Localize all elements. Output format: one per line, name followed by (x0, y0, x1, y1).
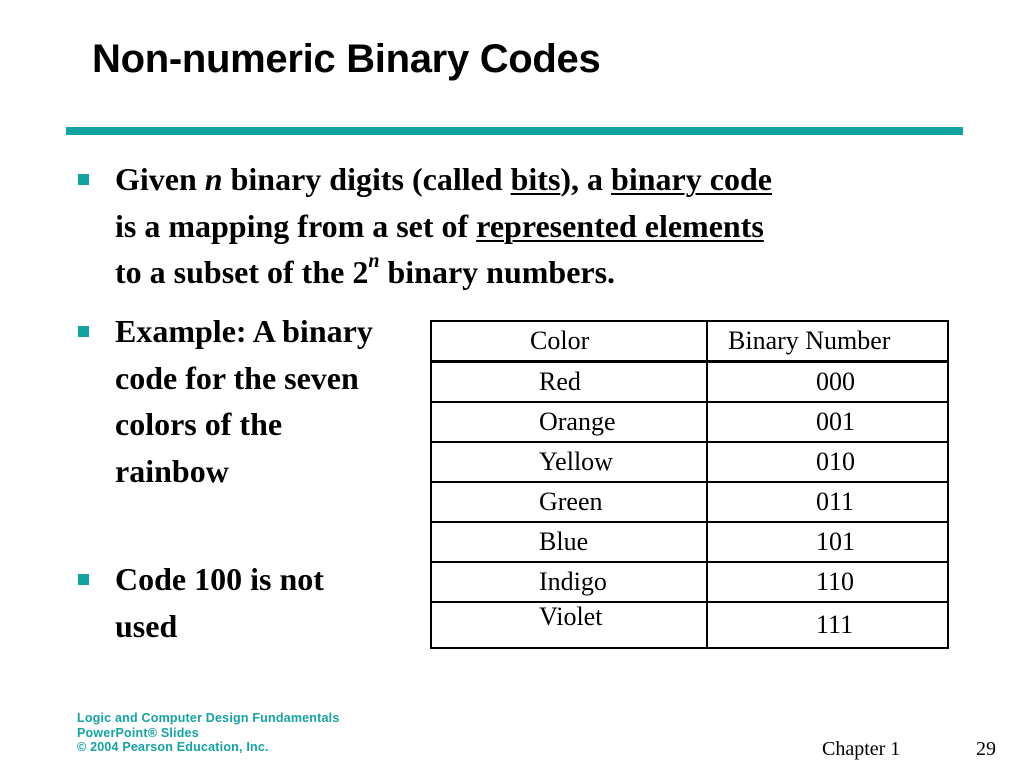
table-header-row (431, 321, 948, 362)
header-color: Color (431, 321, 707, 362)
variable-n: n (204, 161, 223, 197)
binary-value: 010 (707, 442, 948, 482)
table-row (431, 522, 948, 562)
square-bullet-icon (78, 174, 89, 185)
header-binary-number: Binary Number (707, 321, 948, 362)
bullet-unused-text: Code 100 is not used (115, 561, 324, 644)
color-code-table (430, 320, 949, 649)
color-name: Violet (431, 602, 707, 648)
slide-title: Non-numeric Binary Codes (92, 37, 601, 81)
term-represented-elements: represented elements (476, 207, 764, 244)
bullet-text-a: ), a (560, 161, 612, 197)
logo-line-copyright: © 2004 Pearson Education, Inc. (77, 740, 269, 754)
bullet-text-given: Given (115, 161, 205, 197)
square-bullet-icon (78, 574, 89, 585)
binary-value: 110 (707, 562, 948, 602)
table-row (431, 362, 948, 403)
logo-line-slides: PowerPoint® Slides (77, 725, 199, 740)
table-row (431, 602, 948, 648)
exponent-n: n (368, 250, 380, 273)
table-row (431, 402, 948, 442)
table-row (431, 442, 948, 482)
term-bits: bits (510, 161, 561, 197)
binary-value: 011 (707, 482, 948, 522)
table-row (431, 482, 948, 522)
color-name: Yellow (431, 442, 707, 482)
square-bullet-icon (78, 326, 89, 337)
bullet-unused-code (115, 556, 375, 649)
binary-value: 101 (707, 522, 948, 562)
color-name: Orange (431, 402, 707, 442)
bullet-example (115, 308, 375, 494)
title-divider (66, 127, 963, 135)
bullet-text-digits: binary digits (called (222, 161, 511, 197)
color-name: Red (431, 362, 707, 403)
bullet-definition (115, 156, 945, 296)
color-name: Blue (431, 522, 707, 562)
term-binary-code: binary code (611, 161, 772, 197)
color-name: Indigo (431, 562, 707, 602)
table-row (431, 562, 948, 602)
bullet-text-subset: to a subset of the 2 (115, 254, 369, 290)
logo-line-book: Logic and Computer Design Fundamentals (77, 711, 340, 725)
bullet-text-binary-numbers: binary numbers. (379, 254, 616, 290)
footer-chapter: Chapter 1 (822, 738, 901, 760)
page-number: 29 (976, 738, 996, 760)
binary-value: 111 (707, 602, 948, 648)
bullet-text-mapping: is a mapping from a set of (115, 207, 477, 244)
color-name: Green (431, 482, 707, 522)
bullet-example-text: Example: A binary code for the seven colors of the rainbow (115, 313, 373, 489)
binary-value: 001 (707, 402, 948, 442)
binary-value: 000 (707, 362, 948, 403)
publisher-logo (77, 711, 339, 755)
